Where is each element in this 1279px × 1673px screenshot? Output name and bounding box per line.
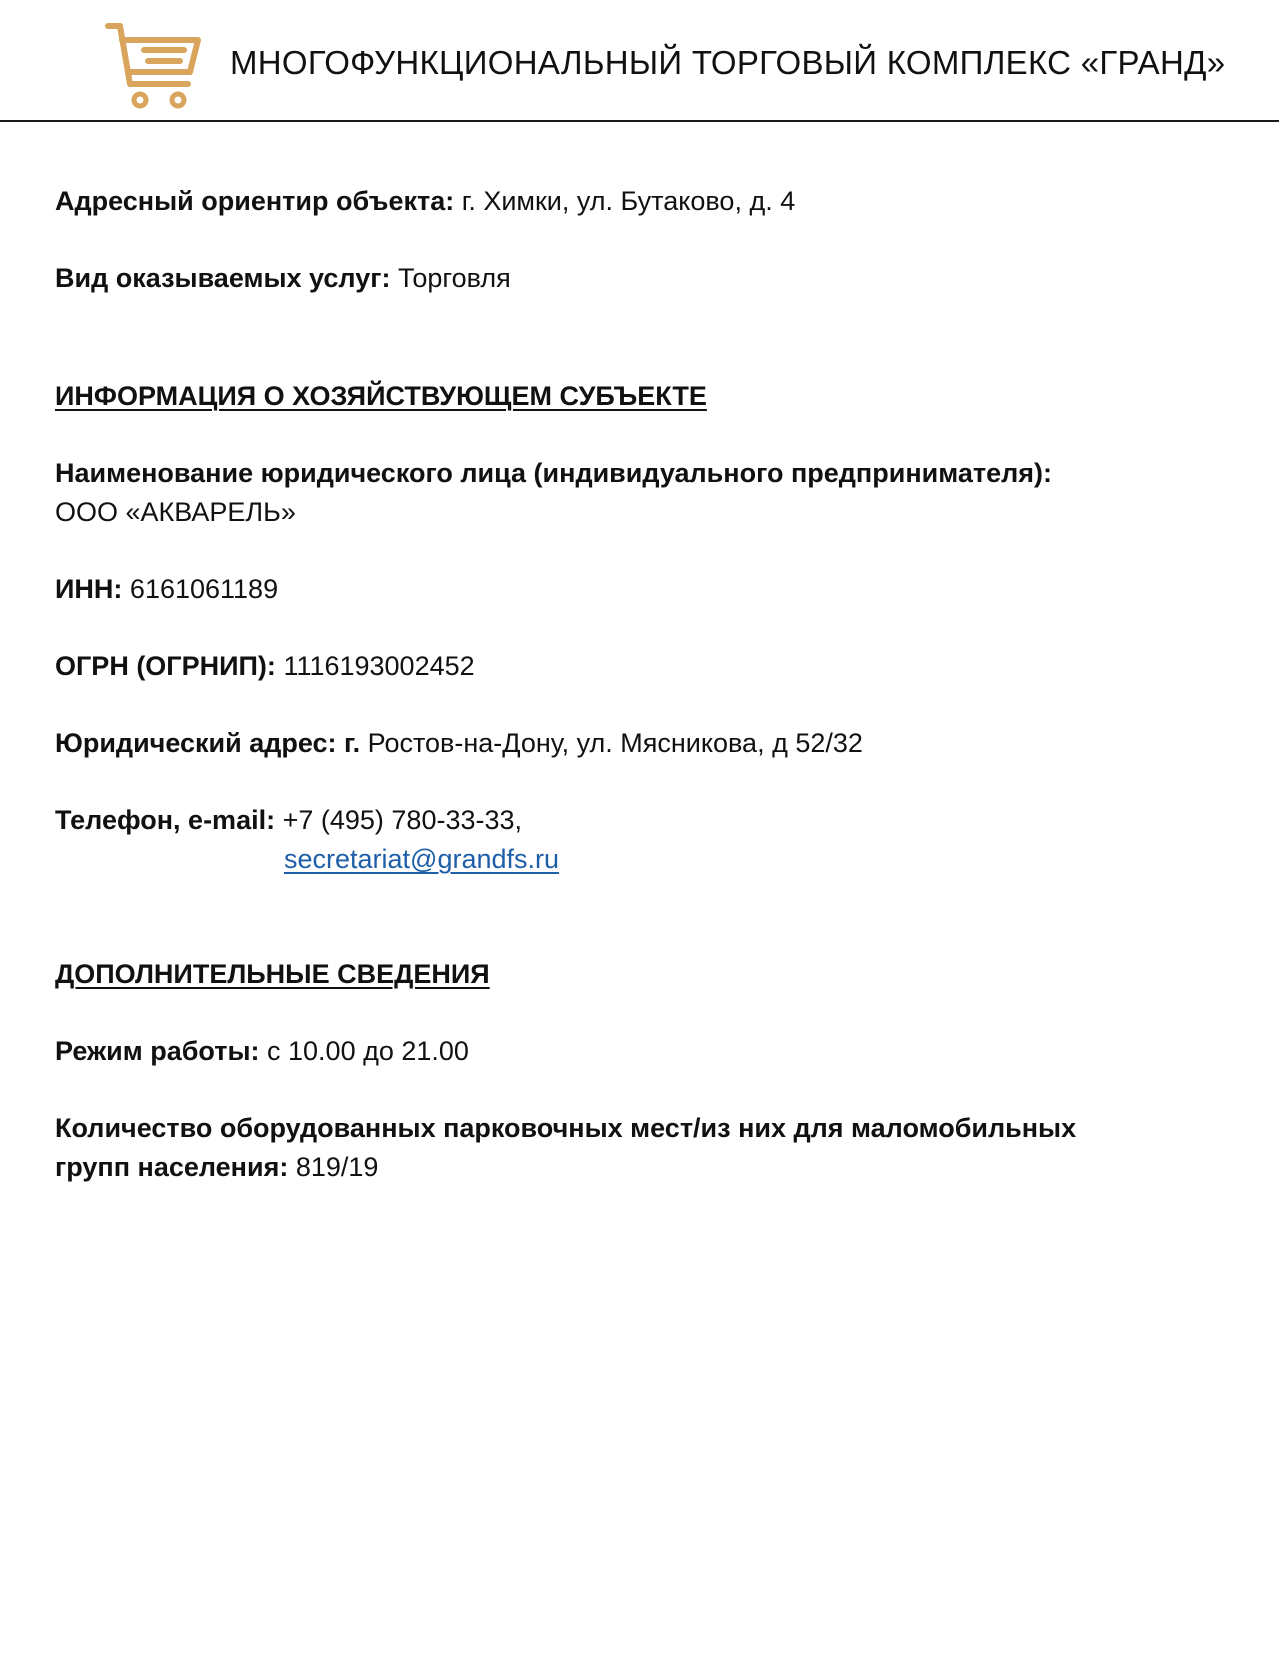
services-row xyxy=(55,259,511,297)
parking-row xyxy=(55,1148,378,1186)
entity-name-label: Наименование юридического лица (индивидуального предпринимателя): xyxy=(55,458,1052,488)
parking-value: 819/19 xyxy=(295,1152,379,1182)
services-label: Вид оказываемых услуг: xyxy=(55,263,391,293)
page-title: МНОГОФУНКЦИОНАЛЬНЫЙ ТОРГОВЫЙ КОМПЛЕКС «ГРАНД» xyxy=(230,44,1226,81)
shopping-cart-icon xyxy=(104,20,204,112)
entity-name-value: ООО «АКВАРЕЛЬ» xyxy=(55,497,296,527)
hours-row xyxy=(55,1032,469,1070)
page-header xyxy=(0,0,1279,122)
hours-label: Режим работы: xyxy=(55,1036,260,1066)
ogrn-value: 1116193002452 xyxy=(283,651,475,681)
entity-heading: ИНФОРМАЦИЯ О ХОЗЯЙСТВУЮЩЕМ СУБЪЕКТЕ xyxy=(55,381,707,411)
legal-address-label: Юридический адрес: г. xyxy=(55,728,361,758)
inn-value: 6161061189 xyxy=(129,574,279,604)
contacts-row xyxy=(55,801,522,839)
address-value: г. Химки, ул. Бутаково, д. 4 xyxy=(461,186,796,216)
address-label: Адресный ориентир объекта: xyxy=(55,186,455,216)
inn-row xyxy=(55,570,278,608)
legal-address-row xyxy=(55,724,863,762)
email-row xyxy=(284,840,559,878)
email-link[interactable]: secretariat@grandfs.ru xyxy=(284,844,560,874)
address-row xyxy=(55,182,795,220)
hours-value: с 10.00 до 21.00 xyxy=(267,1036,469,1066)
ogrn-row xyxy=(55,647,475,685)
contacts-label: Телефон, e-mail: xyxy=(55,805,276,835)
legal-address-value: Ростов-на-Дону, ул. Мясникова, д 52/32 xyxy=(367,728,863,758)
parking-label-line2: групп населения: xyxy=(55,1152,289,1182)
phone-value: +7 (495) 780-33-33, xyxy=(282,805,523,835)
inn-label: ИНН: xyxy=(55,574,123,604)
additional-heading: ДОПОЛНИТЕЛЬНЫЕ СВЕДЕНИЯ xyxy=(55,959,490,989)
ogrn-label: ОГРН (ОГРНИП): xyxy=(55,651,276,681)
services-value: Торговля xyxy=(397,263,511,293)
parking-label-line1: Количество оборудованных парковочных мест/из них для маломобильных xyxy=(55,1113,1077,1143)
